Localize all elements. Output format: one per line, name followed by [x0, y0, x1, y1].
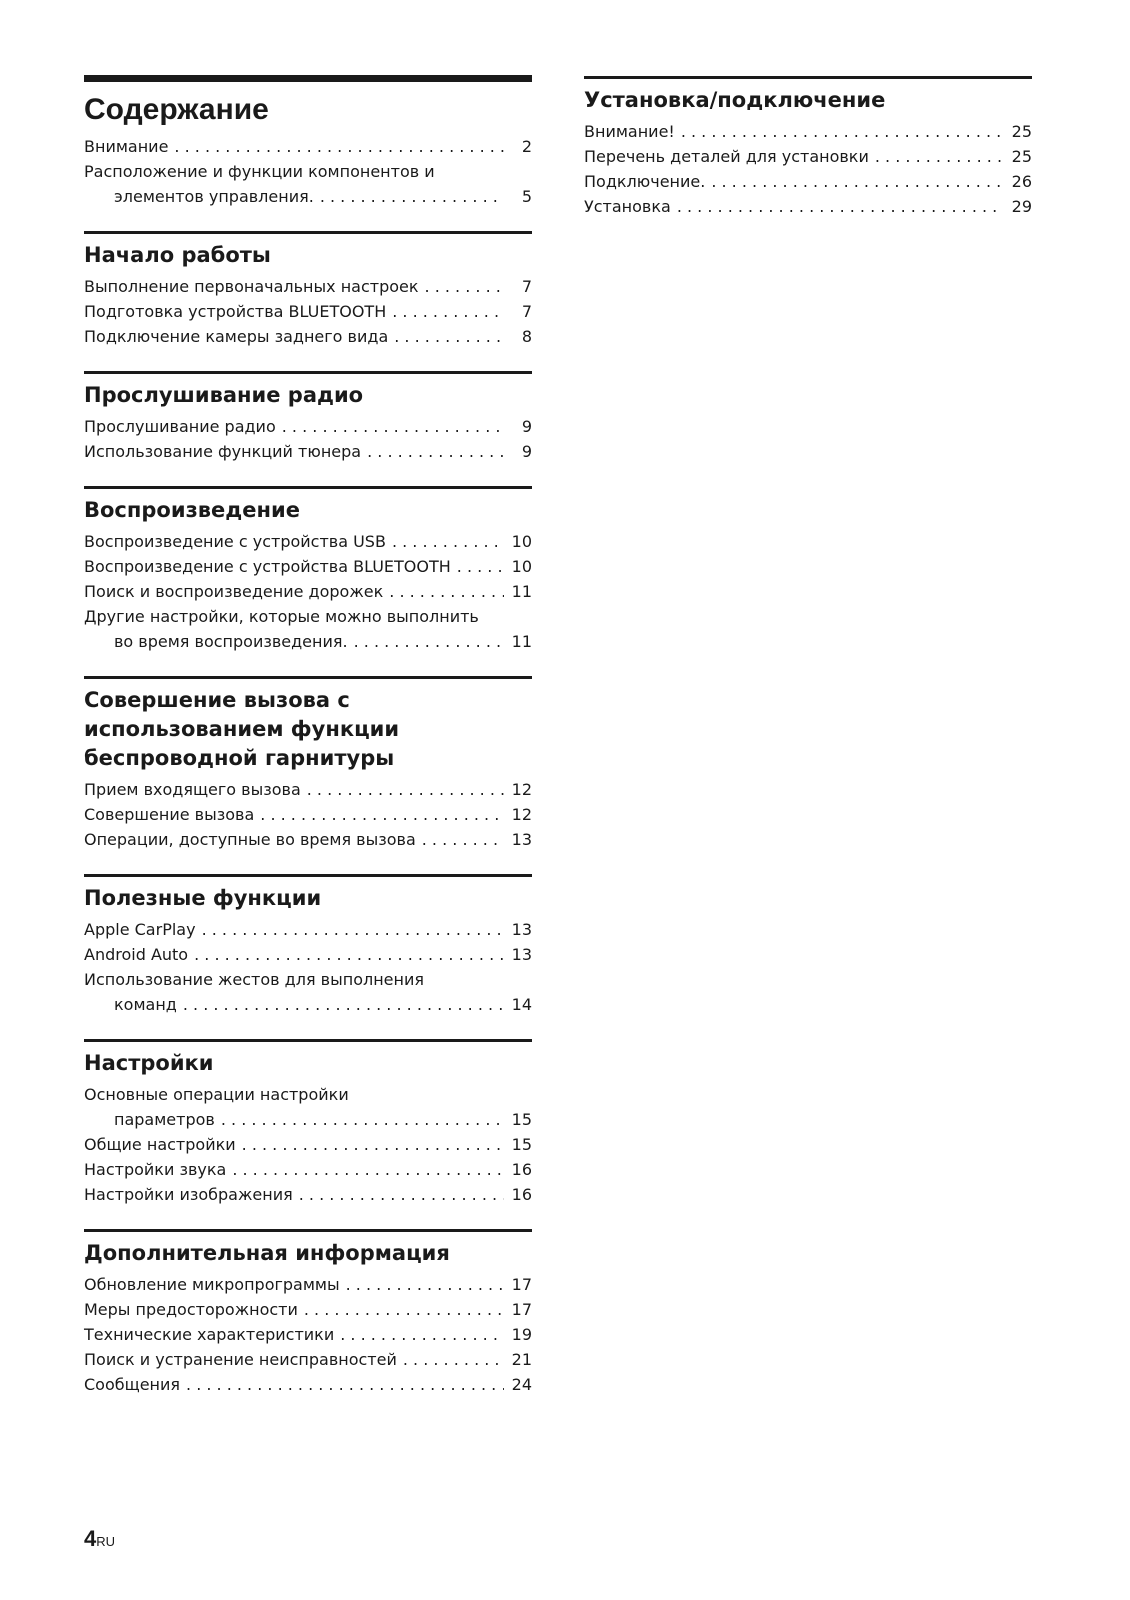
entry-page-number: 29 — [1011, 197, 1032, 216]
toc-entry[interactable] — [84, 942, 532, 967]
toc-entry[interactable] — [84, 967, 532, 1017]
dot-leader — [422, 827, 504, 852]
entry-label: Подключение камеры заднего вида — [84, 327, 389, 346]
entry-page-number: 11 — [511, 582, 532, 601]
entry-label: Прием входящего вызова — [84, 780, 301, 799]
entry-label: Расположение и функции компонентов и — [84, 162, 435, 181]
entry-label: Использование функций тюнера — [84, 442, 362, 461]
entry-page-number: 2 — [521, 137, 532, 156]
dot-leader — [392, 529, 504, 554]
toc-entry[interactable] — [84, 777, 532, 802]
toc-entry[interactable] — [84, 414, 532, 439]
dot-leader — [221, 1107, 504, 1132]
section-title: Совершение вызова с использованием функции беспроводной гарнитуры — [84, 688, 400, 770]
dot-leader — [186, 1372, 504, 1397]
toc-entry[interactable] — [84, 1347, 532, 1372]
entry-label: Воспроизведение с устройства BLUETOOTH — [84, 557, 451, 576]
entry-label: Android Auto — [84, 945, 189, 964]
entry-page-number: 13 — [511, 830, 532, 849]
entry-label: Использование жестов для выполнения — [84, 970, 424, 989]
entry-page-number: 10 — [511, 532, 532, 551]
entry-page-number: 8 — [521, 327, 532, 346]
section-title: Начало работы — [84, 243, 271, 267]
entry-page-number: 9 — [521, 417, 532, 436]
entry-label: Настройки изображения — [84, 1185, 293, 1204]
entry-page-number: 12 — [511, 780, 532, 799]
entry-page-number: 21 — [511, 1350, 532, 1369]
entry-label: Воспроизведение с устройства USB — [84, 532, 386, 551]
toc-entry[interactable] — [84, 827, 532, 852]
entry-page-number: 15 — [511, 1110, 532, 1129]
toc-section — [84, 486, 532, 654]
entry-label: Подготовка устройства BLUETOOTH — [84, 302, 387, 321]
entry-label: Общие настройки — [84, 1135, 236, 1154]
section-title: Прослушивание радио — [84, 383, 364, 407]
entry-label: Перечень деталей для установки — [584, 147, 869, 166]
toc-entry[interactable] — [584, 119, 1032, 144]
entry-page-number: 24 — [511, 1375, 532, 1394]
dot-leader — [711, 169, 1004, 194]
entry-label-continuation: параметров — [114, 1110, 215, 1129]
dot-leader — [681, 119, 1004, 144]
toc-entry[interactable] — [84, 439, 532, 464]
dot-leader — [320, 184, 504, 209]
section-title: Полезные функции — [84, 886, 322, 910]
toc-entry[interactable] — [84, 134, 532, 159]
entry-label: Совершение вызова — [84, 805, 255, 824]
dot-leader — [194, 942, 504, 967]
entry-page-number: 5 — [521, 187, 532, 206]
entry-page-number: 19 — [511, 1325, 532, 1344]
entry-label: Установка — [584, 197, 671, 216]
entry-page-number: 7 — [521, 302, 532, 321]
page-footer — [84, 1526, 115, 1552]
toc-entry[interactable] — [84, 1082, 532, 1132]
toc-entry[interactable] — [84, 1272, 532, 1297]
section-rule — [84, 676, 532, 679]
dot-leader — [425, 274, 504, 299]
section-rule — [84, 1229, 532, 1232]
dot-leader — [346, 1272, 504, 1297]
section-rule — [584, 76, 1032, 79]
dot-leader — [232, 1157, 504, 1182]
dot-leader — [394, 324, 504, 349]
dot-leader — [677, 194, 1004, 219]
dot-leader — [389, 579, 504, 604]
entry-page-number: 13 — [511, 945, 532, 964]
section-title: Установка/подключение — [584, 88, 886, 112]
entry-page-number: 12 — [511, 805, 532, 824]
entry-page-number: 25 — [1011, 147, 1032, 166]
entry-label: Операции, доступные во время вызова — [84, 830, 416, 849]
page-language: RU — [96, 1534, 116, 1549]
toc-entry[interactable] — [84, 1157, 532, 1182]
entry-page-number: 16 — [511, 1160, 532, 1179]
section-rule — [84, 874, 532, 877]
toc-section — [84, 371, 532, 464]
toc-entry[interactable] — [84, 529, 532, 554]
toc-entry[interactable] — [84, 274, 532, 299]
entry-page-number: 17 — [511, 1275, 532, 1294]
toc-entry[interactable] — [84, 1132, 532, 1157]
toc-entry[interactable] — [84, 1297, 532, 1322]
section-rule — [84, 371, 532, 374]
dot-leader — [340, 1322, 504, 1347]
entry-label: Внимание! — [584, 122, 675, 141]
page-number: 4 — [84, 1526, 97, 1551]
section-title: Дополнительная информация — [84, 1241, 450, 1265]
entry-label-continuation: элементов управления. — [114, 187, 314, 206]
section-title: Воспроизведение — [84, 498, 300, 522]
entry-label: Настройки звука — [84, 1160, 227, 1179]
entry-label-continuation: во время воспроизведения. — [114, 632, 348, 651]
toc-right-column — [584, 76, 1032, 219]
dot-leader — [304, 1297, 504, 1322]
dot-leader — [354, 629, 504, 654]
toc-entry[interactable] — [84, 604, 532, 654]
entry-label: Подключение. — [584, 172, 706, 191]
dot-leader — [367, 439, 504, 464]
entry-page-number: 7 — [521, 277, 532, 296]
dot-leader — [457, 554, 504, 579]
entry-label: Другие настройки, которые можно выполнить — [84, 607, 479, 626]
entry-page-number: 14 — [511, 995, 532, 1014]
dot-leader — [403, 1347, 504, 1372]
toc-entry[interactable] — [584, 169, 1032, 194]
section-rule — [84, 231, 532, 234]
section-title: Настройки — [84, 1051, 214, 1075]
toc-entry[interactable] — [84, 1372, 532, 1397]
entry-label: Поиск и устранение неисправностей — [84, 1350, 397, 1369]
toc-entry[interactable] — [84, 324, 532, 349]
page-title: Содержание — [84, 93, 269, 126]
entry-label: Поиск и воспроизведение дорожек — [84, 582, 384, 601]
entry-page-number: 15 — [511, 1135, 532, 1154]
dot-leader — [202, 917, 504, 942]
toc-entry[interactable] — [584, 144, 1032, 169]
toc-section — [84, 1039, 532, 1207]
entry-page-number: 11 — [511, 632, 532, 651]
dot-leader — [242, 1132, 504, 1157]
entry-label-continuation: команд — [114, 995, 177, 1014]
title-rule — [84, 75, 532, 82]
entry-label: Apple CarPlay — [84, 920, 196, 939]
toc-section — [84, 676, 532, 852]
section-rule — [84, 486, 532, 489]
toc-entry[interactable] — [84, 802, 532, 827]
entry-label: Выполнение первоначальных настроек — [84, 277, 419, 296]
entry-page-number: 25 — [1011, 122, 1032, 141]
toc-left-column — [84, 75, 532, 1397]
toc-section — [84, 874, 532, 1017]
toc-entry[interactable] — [584, 194, 1032, 219]
entry-label: Прослушивание радио — [84, 417, 276, 436]
left-sections — [84, 134, 532, 1397]
dot-leader — [260, 802, 504, 827]
entry-label: Обновление микропрограммы — [84, 1275, 340, 1294]
entry-page-number: 17 — [511, 1300, 532, 1319]
dot-leader — [392, 299, 504, 324]
dot-leader — [299, 1182, 504, 1207]
dot-leader — [282, 414, 504, 439]
entry-label: Сообщения — [84, 1375, 181, 1394]
toc-section — [84, 231, 532, 349]
entry-page-number: 9 — [521, 442, 532, 461]
toc-entry[interactable] — [84, 579, 532, 604]
section-rule — [84, 1039, 532, 1042]
toc-entry[interactable] — [84, 159, 532, 209]
entry-label: Основные операции настройки — [84, 1085, 349, 1104]
entry-page-number: 13 — [511, 920, 532, 939]
toc-entry[interactable] — [84, 554, 532, 579]
toc-entry[interactable] — [84, 1322, 532, 1347]
dot-leader — [183, 992, 504, 1017]
toc-section — [84, 134, 532, 209]
toc-entry[interactable] — [84, 917, 532, 942]
entry-label: Внимание — [84, 137, 169, 156]
toc-entry[interactable] — [84, 1182, 532, 1207]
toc-section — [584, 76, 1032, 219]
entry-page-number: 26 — [1011, 172, 1032, 191]
dot-leader — [307, 777, 504, 802]
right-sections — [584, 76, 1032, 219]
toc-entry[interactable] — [84, 299, 532, 324]
toc-section — [84, 1229, 532, 1397]
entry-label: Технические характеристики — [84, 1325, 335, 1344]
dot-leader — [174, 134, 504, 159]
entry-label: Меры предосторожности — [84, 1300, 298, 1319]
entry-page-number: 10 — [511, 557, 532, 576]
dot-leader — [875, 144, 1004, 169]
entry-page-number: 16 — [511, 1185, 532, 1204]
